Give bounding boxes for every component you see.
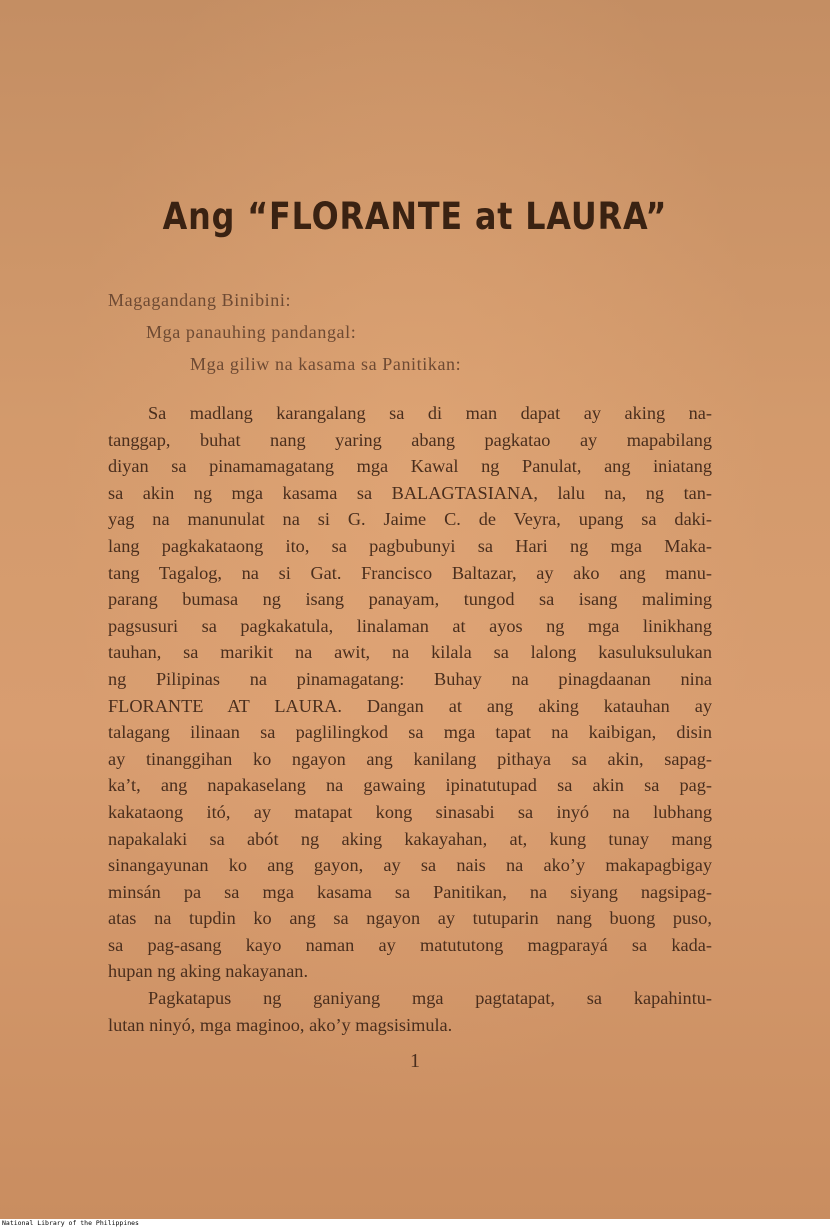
text-line: tanggap, buhat nang yaring abang pagkatao ay mapabilang	[108, 429, 712, 450]
salutation-line-2: Mga panauhing pandangal:	[146, 322, 357, 342]
paragraph-2	[108, 985, 712, 1038]
text-line: lang pagkakataong ito, sa pagbubunyi sa Hari ng mga Maka-	[108, 535, 712, 556]
text-line: talagang ilinaan sa paglilingkod sa mga tapat na kaibigan, disin	[108, 722, 712, 743]
library-credit: National Library of the Philippines	[2, 1219, 139, 1227]
text-line: FLORANTE AT LAURA. Dangan at ang aking katauhan ay	[108, 695, 712, 716]
text-line: tauhan, sa marikit na awit, na kilala sa lalong kasuluksulukan	[108, 642, 712, 663]
text-line: sa pag-asang kayo naman ay matututong magparayá sa kada-	[108, 934, 712, 955]
paragraph-1	[108, 400, 712, 985]
text-line: ay tinanggihan ko ngayon ang kanilang pithaya sa akin, sapag-	[108, 748, 712, 769]
text-line: tang Tagalog, na si Gat. Francisco Baltazar, ay ako ang manu-	[108, 562, 712, 583]
text-line: ka’t, ang napakaselang na gawaing ipinatutupad sa akin sa pag-	[108, 775, 712, 796]
page-number: 1	[410, 1050, 420, 1072]
text-line: sinangayunan ko ang gayon, ay sa nais na ako’y makapagbigay	[108, 855, 712, 876]
speech-body	[108, 400, 712, 1038]
text-line: sa akin ng mga kasama sa BALAGTASIANA, lalu na, ng tan-	[108, 482, 712, 503]
text-line: napakalaki sa abót ng aking kakayahan, at, kung tunay mang	[108, 828, 712, 849]
page-title: Ang “FLORANTE at LAURA”	[162, 195, 668, 238]
text-line: ng Pilipinas na pinamagatang: Buhay na pinagdaanan nina	[108, 668, 712, 689]
text-line: parang bumasa ng isang panayam, tungod sa isang maliming	[108, 589, 712, 610]
text-line: minsán pa sa mga kasama sa Panitikan, na siyang nagsipag-	[108, 881, 712, 902]
salutation-line-1: Magagandang Binibini:	[108, 290, 292, 310]
text-line: hupan ng aking nakayanan.	[108, 961, 309, 982]
salutation-line-3: Mga giliw na kasama sa Panitikan:	[190, 354, 462, 374]
text-line: Sa madlang karangalang sa di man dapat ay aking na-	[148, 403, 712, 423]
text-line: atas na tupdin ko ang sa ngayon ay tutuparin nang buong puso,	[108, 908, 712, 929]
text-line: Pagkatapus ng ganiyang mga pagtatapat, sa kapahintu-	[148, 988, 712, 1009]
text-line: lutan ninyó, mga maginoo, ako’y magsisimula.	[108, 1014, 453, 1035]
text-line: kakataong itó, ay matapat kong sinasabi sa inyó na lubhang	[108, 801, 712, 822]
text-line: diyan sa pinamamagatang mga Kawal ng Panulat, ang iniatang	[108, 456, 712, 477]
text-line: pagsusuri sa pagkakatula, linalaman at ayos ng mga linikhang	[108, 615, 712, 636]
text-line: yag na manunulat na si G. Jaime C. de Veyra, upang sa daki-	[108, 509, 712, 530]
